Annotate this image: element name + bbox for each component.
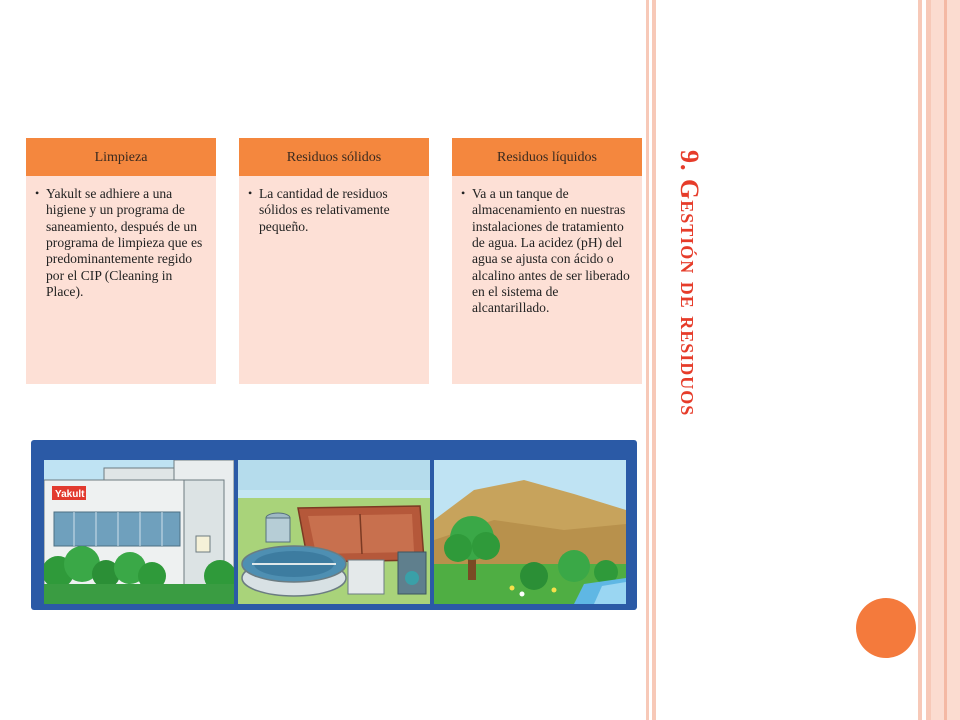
card-text: Va a un tanque de almacenamiento en nuestras instalaciones de tratamiento de agua. La acidez (pH) del agua se ajusta con ácido o alcalino antes de ser liberado en el sistema de alcantarillado. (472, 186, 630, 316)
bullet-icon: • (461, 186, 466, 200)
card-text: La cantidad de residuos sólidos es relativamente pequeño. (259, 186, 390, 234)
card-limpieza[interactable] (26, 138, 216, 384)
factory-sign: Yakult (55, 489, 85, 500)
card-residuos-liquidos[interactable] (452, 138, 642, 384)
card-body (239, 176, 429, 235)
slide-title[interactable]: 9. Gestión de residuos (675, 150, 704, 417)
factory-panel (44, 460, 234, 604)
landscape-icon (434, 460, 626, 604)
nature-panel (434, 460, 626, 604)
treatment-panel (238, 460, 430, 604)
band-stripe (652, 0, 656, 720)
card-text: Yakult se adhiere a una higiene y un programa de saneamiento, después de un programa de limpieza que es predominantemente regido por el CIP (Cleaning in Place). (46, 186, 203, 299)
bullet-icon: • (248, 186, 253, 200)
card-heading: Residuos sólidos (239, 138, 429, 176)
card-heading: Limpieza (26, 138, 216, 176)
card-body (452, 176, 642, 317)
card-body (26, 176, 216, 300)
band-stripe (646, 0, 649, 720)
band-stripe (918, 0, 922, 720)
waste-illustration[interactable] (31, 440, 637, 610)
decorative-circle (856, 598, 916, 658)
card-residuos-solidos[interactable] (239, 138, 429, 384)
band-stripe (944, 0, 947, 720)
bullet-icon: • (35, 186, 40, 200)
water-treatment-icon (238, 460, 430, 604)
slide-title-wrap (660, 150, 740, 570)
factory-icon (44, 460, 234, 604)
card-heading: Residuos líquidos (452, 138, 642, 176)
